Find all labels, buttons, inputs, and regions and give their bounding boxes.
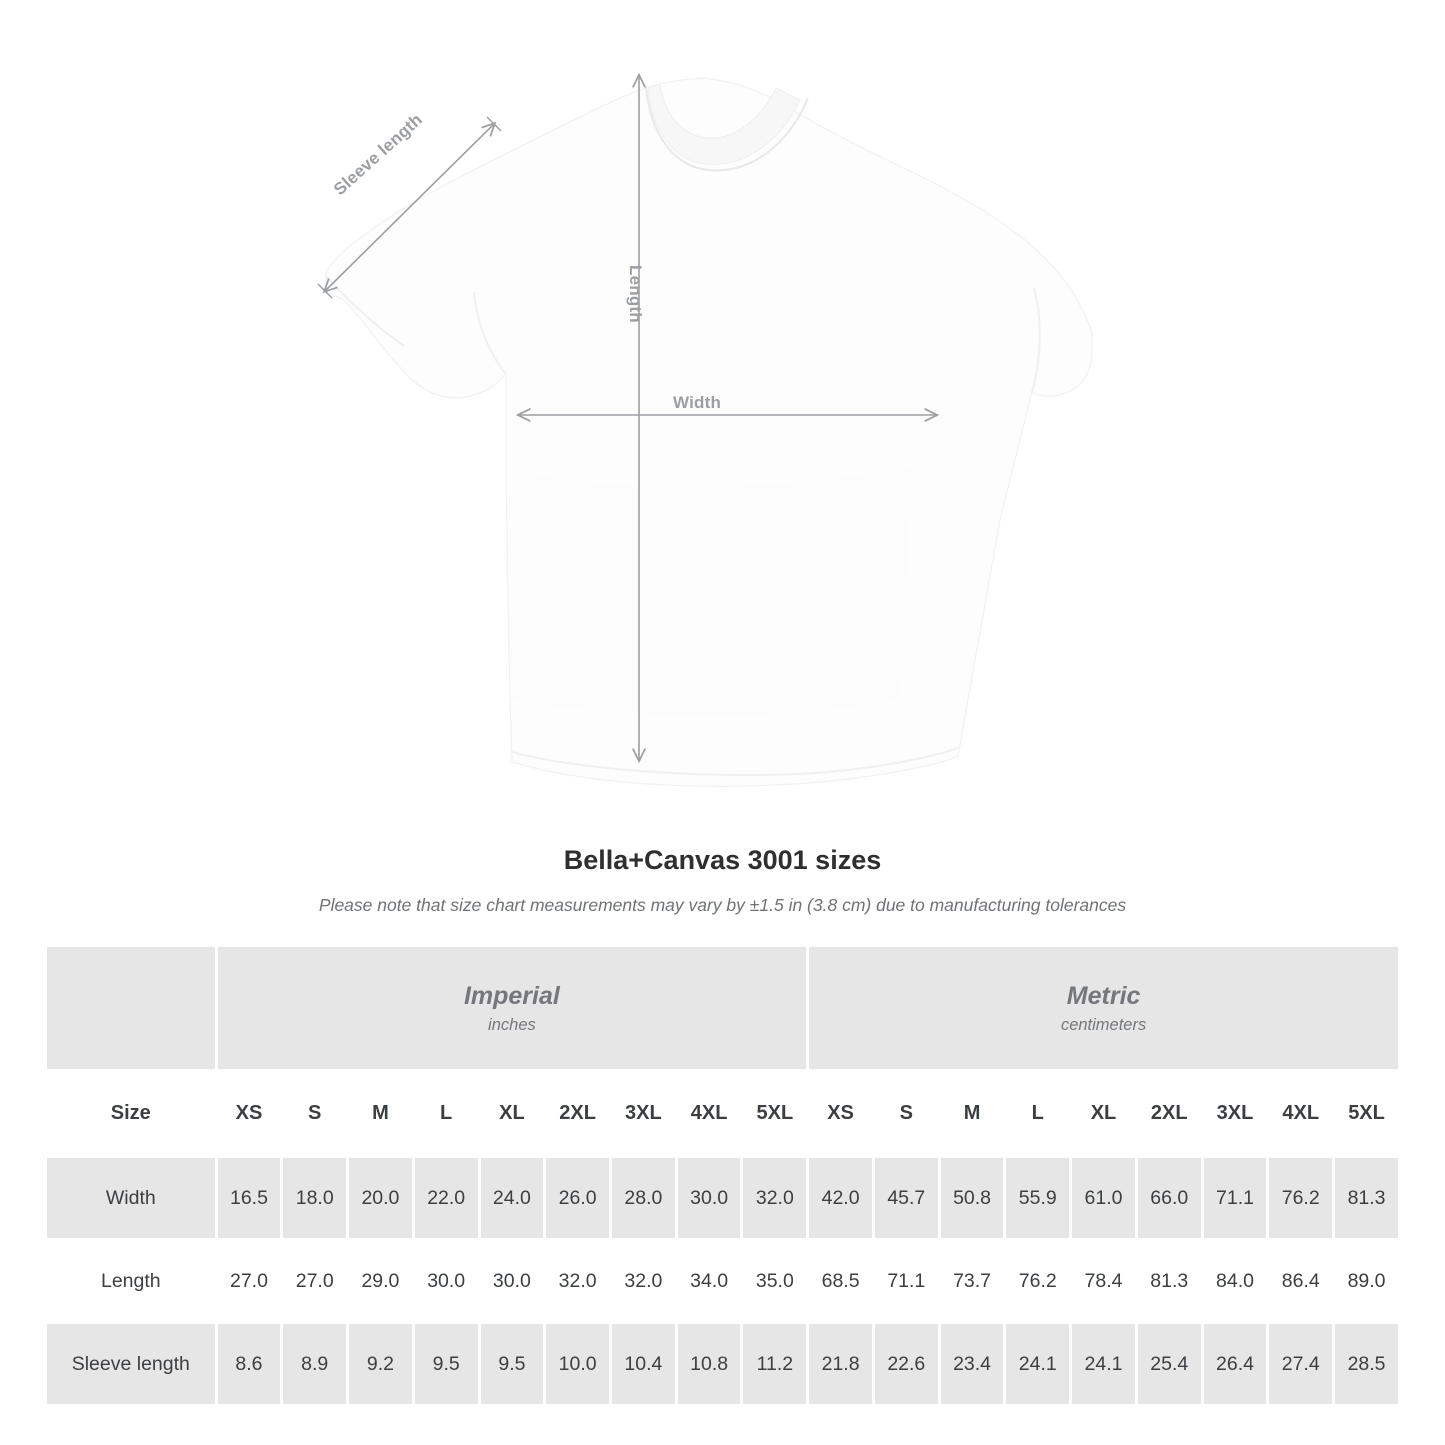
cell-width-4xl-cm: 76.2 (1268, 1157, 1334, 1240)
cell-sleeve-2xl-in: 10.0 (545, 1323, 611, 1406)
unit-group-metric-sub: centimeters (1060, 1016, 1147, 1035)
size-col-header: S (282, 1071, 348, 1157)
page-title: Bella+Canvas 3001 sizes (563, 845, 882, 875)
cell-width-m-cm: 50.8 (939, 1157, 1005, 1240)
size-col-header: M (939, 1071, 1005, 1157)
cell-sleeve-m-in: 9.2 (348, 1323, 414, 1406)
size-col-header: 5XL (742, 1071, 808, 1157)
table-corner-cell (46, 946, 217, 1071)
table-row (46, 1240, 1400, 1323)
table-row (46, 1157, 1400, 1240)
size-col-header: S (873, 1071, 939, 1157)
cell-width-4xl-in: 30.0 (676, 1157, 742, 1240)
cell-length-s-in: 27.0 (282, 1240, 348, 1323)
size-col-header: L (1005, 1071, 1071, 1157)
cell-sleeve-xl-cm: 24.1 (1071, 1323, 1137, 1406)
cell-length-l-in: 30.0 (413, 1240, 479, 1323)
cell-width-m-in: 20.0 (348, 1157, 414, 1240)
cell-length-3xl-in: 32.0 (611, 1240, 677, 1323)
cell-sleeve-s-in: 8.9 (282, 1323, 348, 1406)
unit-group-imperial (216, 946, 808, 1071)
cell-width-2xl-in: 26.0 (545, 1157, 611, 1240)
size-col-header: XS (216, 1071, 282, 1157)
cell-length-4xl-cm: 86.4 (1268, 1240, 1334, 1323)
size-col-header: XS (808, 1071, 874, 1157)
size-col-header: 3XL (1202, 1071, 1268, 1157)
size-col-header: 5XL (1334, 1071, 1400, 1157)
size-chart-table (44, 944, 1401, 1407)
size-col-header: 2XL (1136, 1071, 1202, 1157)
cell-sleeve-5xl-in: 11.2 (742, 1323, 808, 1406)
cell-length-xs-cm: 68.5 (808, 1240, 874, 1323)
cell-width-l-in: 22.0 (413, 1157, 479, 1240)
row-header-length: Length (46, 1240, 217, 1323)
cell-width-xs-in: 16.5 (216, 1157, 282, 1240)
cell-length-s-cm: 71.1 (873, 1240, 939, 1323)
cell-width-xl-cm: 61.0 (1071, 1157, 1137, 1240)
unit-group-imperial-name: Imperial (463, 981, 560, 1010)
cell-sleeve-l-in: 9.5 (413, 1323, 479, 1406)
cell-width-5xl-cm: 81.3 (1334, 1157, 1400, 1240)
row-header-sleeve-length: Sleeve length (46, 1323, 217, 1406)
sleeve-length-dimension-label: Sleeve length (330, 109, 427, 200)
cell-sleeve-5xl-cm: 28.5 (1334, 1323, 1400, 1406)
unit-group-metric (808, 946, 1400, 1071)
cell-width-s-cm: 45.7 (873, 1157, 939, 1240)
cell-length-xl-cm: 78.4 (1071, 1240, 1137, 1323)
cell-length-l-cm: 76.2 (1005, 1240, 1071, 1323)
cell-sleeve-xs-in: 8.6 (216, 1323, 282, 1406)
cell-width-xs-cm: 42.0 (808, 1157, 874, 1240)
cell-sleeve-2xl-cm: 25.4 (1136, 1323, 1202, 1406)
cell-width-3xl-cm: 71.1 (1202, 1157, 1268, 1240)
cell-sleeve-l-cm: 24.1 (1005, 1323, 1071, 1406)
unit-group-imperial-sub: inches (488, 1016, 536, 1035)
cell-length-2xl-in: 32.0 (545, 1240, 611, 1323)
tolerance-note: Please note that size chart measurements may vary by ±1.5 in (3.8 cm) due to manufacturing tolerances (318, 895, 1127, 915)
size-header-label: Size (46, 1071, 217, 1157)
size-col-header: M (348, 1071, 414, 1157)
width-dimension-label: Width (673, 393, 722, 412)
cell-width-5xl-in: 32.0 (742, 1157, 808, 1240)
table-row (46, 1323, 1400, 1406)
cell-length-5xl-cm: 89.0 (1334, 1240, 1400, 1323)
row-header-width: Width (46, 1157, 217, 1240)
cell-width-l-cm: 55.9 (1005, 1157, 1071, 1240)
cell-sleeve-s-cm: 22.6 (873, 1323, 939, 1406)
cell-sleeve-xl-in: 9.5 (479, 1323, 545, 1406)
cell-sleeve-4xl-in: 10.8 (676, 1323, 742, 1406)
size-col-header: 3XL (611, 1071, 677, 1157)
size-col-header: 4XL (676, 1071, 742, 1157)
unit-group-header-row (46, 946, 1400, 1071)
cell-sleeve-xs-cm: 21.8 (808, 1323, 874, 1406)
cell-width-xl-in: 24.0 (479, 1157, 545, 1240)
cell-sleeve-3xl-cm: 26.4 (1202, 1323, 1268, 1406)
cell-length-3xl-cm: 84.0 (1202, 1240, 1268, 1323)
cell-width-2xl-cm: 66.0 (1136, 1157, 1202, 1240)
size-col-header: 2XL (545, 1071, 611, 1157)
length-dimension-label: Length (626, 265, 645, 323)
size-col-header: L (413, 1071, 479, 1157)
cell-length-4xl-in: 34.0 (676, 1240, 742, 1323)
cell-length-m-in: 29.0 (348, 1240, 414, 1323)
size-col-header: XL (1071, 1071, 1137, 1157)
unit-group-metric-name: Metric (1066, 981, 1141, 1010)
cell-sleeve-3xl-in: 10.4 (611, 1323, 677, 1406)
cell-width-3xl-in: 28.0 (611, 1157, 677, 1240)
cell-length-xs-in: 27.0 (216, 1240, 282, 1323)
size-col-header: 4XL (1268, 1071, 1334, 1157)
tshirt-shape (326, 78, 1092, 786)
size-header-row (46, 1071, 1400, 1157)
cell-width-s-in: 18.0 (282, 1157, 348, 1240)
cell-length-m-cm: 73.7 (939, 1240, 1005, 1323)
size-col-header: XL (479, 1071, 545, 1157)
cell-length-2xl-cm: 81.3 (1136, 1240, 1202, 1323)
cell-length-xl-in: 30.0 (479, 1240, 545, 1323)
cell-sleeve-m-cm: 23.4 (939, 1323, 1005, 1406)
cell-sleeve-4xl-cm: 27.4 (1268, 1323, 1334, 1406)
cell-length-5xl-in: 35.0 (742, 1240, 808, 1323)
